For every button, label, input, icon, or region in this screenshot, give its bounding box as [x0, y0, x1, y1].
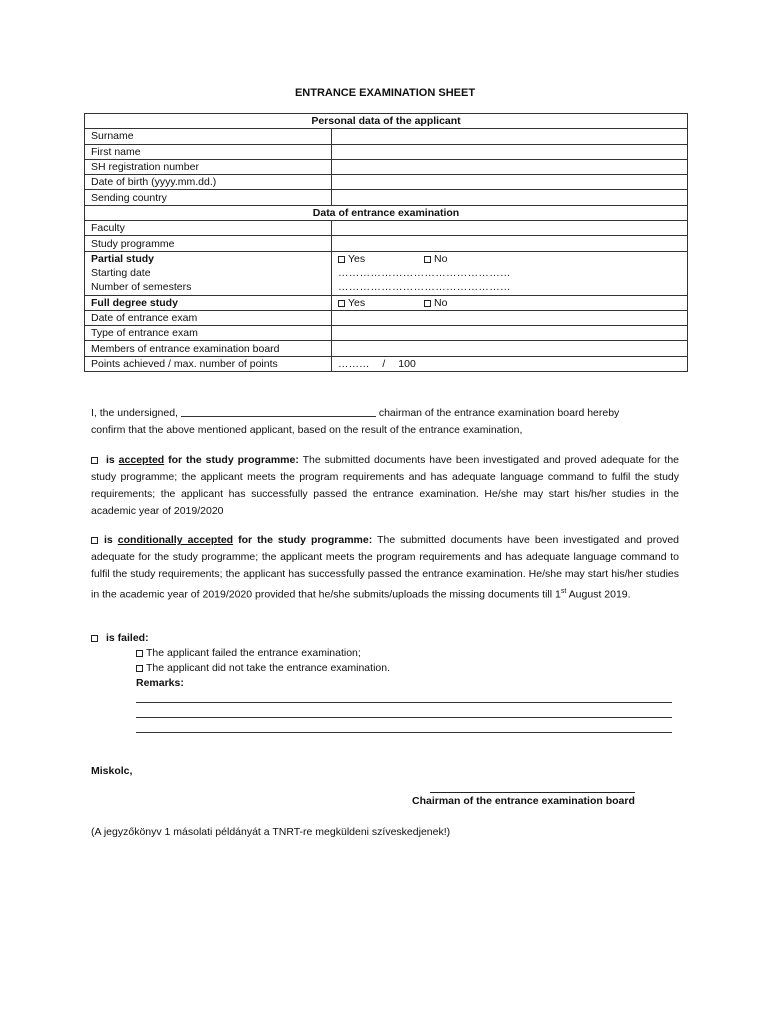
place-label: Miskolc,	[91, 765, 133, 777]
points-field[interactable]	[332, 356, 688, 371]
conditional-word: conditionally accepted	[117, 534, 234, 546]
failed-heading	[91, 630, 679, 647]
partial-study-options	[332, 251, 688, 266]
failed-label: is failed:	[106, 632, 149, 644]
accepted-paragraph	[91, 452, 679, 520]
footnote: (A jegyzőkönyv 1 másolati példányát a TNRT-re megküldeni szíveskedjenek!)	[91, 826, 451, 838]
starting-date-field[interactable]: …………………………………………	[332, 266, 688, 280]
partial-yes-checkbox[interactable]	[338, 256, 345, 263]
intro-text-end: chairman of the entrance examination board hereby	[378, 407, 620, 419]
failed-option-1-label: The applicant failed the entrance examination;	[146, 647, 361, 659]
table-row	[85, 266, 688, 280]
partial-study-label: Partial study	[85, 251, 332, 266]
table-row	[85, 310, 688, 325]
board-members-field[interactable]	[332, 341, 688, 356]
table-row	[85, 356, 688, 371]
date-of-birth-label: Date of birth (yyyy.mm.dd.)	[85, 175, 332, 190]
signature-label: Chairman of the entrance examination board	[412, 795, 635, 807]
remarks-line-2[interactable]	[136, 717, 672, 718]
points-separator: /	[382, 357, 386, 370]
declaration-intro	[91, 405, 679, 439]
table-row	[85, 159, 688, 174]
table-row	[85, 280, 688, 295]
partial-no-label: No	[434, 252, 448, 265]
table-row	[85, 221, 688, 236]
full-no-label: No	[434, 296, 448, 309]
section-personal-header: Personal data of the applicant	[85, 114, 688, 129]
semesters-label: Number of semesters	[85, 280, 332, 295]
points-label: Points achieved / max. number of points	[85, 356, 332, 371]
starting-date-label: Starting date	[85, 266, 332, 280]
conditional-heading: for the study programme:	[238, 534, 373, 546]
full-degree-label: Full degree study	[85, 295, 332, 310]
surname-field[interactable]	[332, 129, 688, 144]
partial-yes-label: Yes	[348, 252, 366, 265]
intro-text-start: I, the undersigned,	[91, 407, 178, 419]
study-programme-label: Study programme	[85, 236, 332, 251]
accepted-text: The submitted documents have been investigated and proved adequate for the study programme; the applicant meets the program requirements and has adequate language command to fulfil the study requirements; the applicant has successfully passed the entrance examination. He/she may start his/her studies in the academic year of 2019/2020	[91, 454, 679, 517]
failed-checkbox[interactable]	[91, 635, 98, 642]
semesters-field[interactable]: …………………………………………	[332, 280, 688, 295]
board-members-label: Members of entrance examination board	[85, 341, 332, 356]
section-exam-header: Data of entrance examination	[85, 205, 688, 220]
table-row	[85, 251, 688, 266]
failed-option-2	[136, 661, 390, 676]
sh-registration-label: SH registration number	[85, 159, 332, 174]
signature-line[interactable]	[430, 792, 635, 793]
exam-type-label: Type of entrance exam	[85, 326, 332, 341]
document-title: ENTRANCE EXAMINATION SHEET	[294, 87, 476, 99]
full-no-checkbox[interactable]	[424, 300, 431, 307]
accepted-word: accepted	[118, 454, 165, 466]
sending-country-field[interactable]	[332, 190, 688, 205]
partial-no-checkbox[interactable]	[424, 256, 431, 263]
failed-option-1-checkbox[interactable]	[136, 650, 143, 657]
conditional-tail: August 2019.	[566, 588, 631, 601]
table-row	[85, 326, 688, 341]
faculty-label: Faculty	[85, 221, 332, 236]
date-of-birth-field[interactable]	[332, 175, 688, 190]
sending-country-label: Sending country	[85, 190, 332, 205]
chairman-name-blank[interactable]	[181, 406, 376, 417]
table-row	[85, 190, 688, 205]
accepted-heading: for the study programme:	[168, 454, 299, 466]
conditional-paragraph	[91, 532, 679, 604]
intro-text-line2: confirm that the above mentioned applicant, based on the result of the entrance examination,	[91, 424, 523, 436]
table-row	[85, 144, 688, 159]
table-row	[85, 129, 688, 144]
applicant-data-table	[84, 113, 688, 372]
table-row	[85, 341, 688, 356]
first-name-field[interactable]	[332, 144, 688, 159]
points-max-value: 100	[398, 357, 416, 370]
exam-date-label: Date of entrance exam	[85, 310, 332, 325]
remarks-label: Remarks:	[136, 677, 184, 689]
full-yes-label: Yes	[348, 296, 366, 309]
full-yes-checkbox[interactable]	[338, 300, 345, 307]
conditional-checkbox[interactable]	[91, 537, 98, 544]
accepted-is: is	[106, 454, 115, 466]
failed-option-1	[136, 646, 361, 661]
failed-option-2-checkbox[interactable]	[136, 665, 143, 672]
full-degree-options	[332, 295, 688, 310]
exam-type-field[interactable]	[332, 326, 688, 341]
first-name-label: First name	[85, 144, 332, 159]
faculty-field[interactable]	[332, 221, 688, 236]
table-row	[85, 175, 688, 190]
surname-label: Surname	[85, 129, 332, 144]
conditional-superscript: st	[560, 588, 567, 595]
sh-registration-field[interactable]	[332, 159, 688, 174]
accepted-checkbox[interactable]	[91, 457, 98, 464]
table-row	[85, 295, 688, 310]
conditional-text: The submitted documents have been investigated and proved adequate for the study programme; the applicant meets the program requirements and has adequate language command to fulfil the study requirements; the applicant has successfully passed the entrance examination. He/she may start his/her studies in the academic year of 2019/2020 provided that he/she submits/uploads the missing documents till 1	[91, 534, 680, 601]
exam-date-field[interactable]	[332, 310, 688, 325]
remarks-line-1[interactable]	[136, 702, 672, 703]
failed-option-2-label: The applicant did not take the entrance examination.	[146, 662, 390, 674]
study-programme-field[interactable]	[332, 236, 688, 251]
table-row	[85, 236, 688, 251]
remarks-line-3[interactable]	[136, 732, 672, 733]
conditional-is: is	[104, 534, 113, 546]
points-achieved-dots: ………	[338, 357, 370, 370]
